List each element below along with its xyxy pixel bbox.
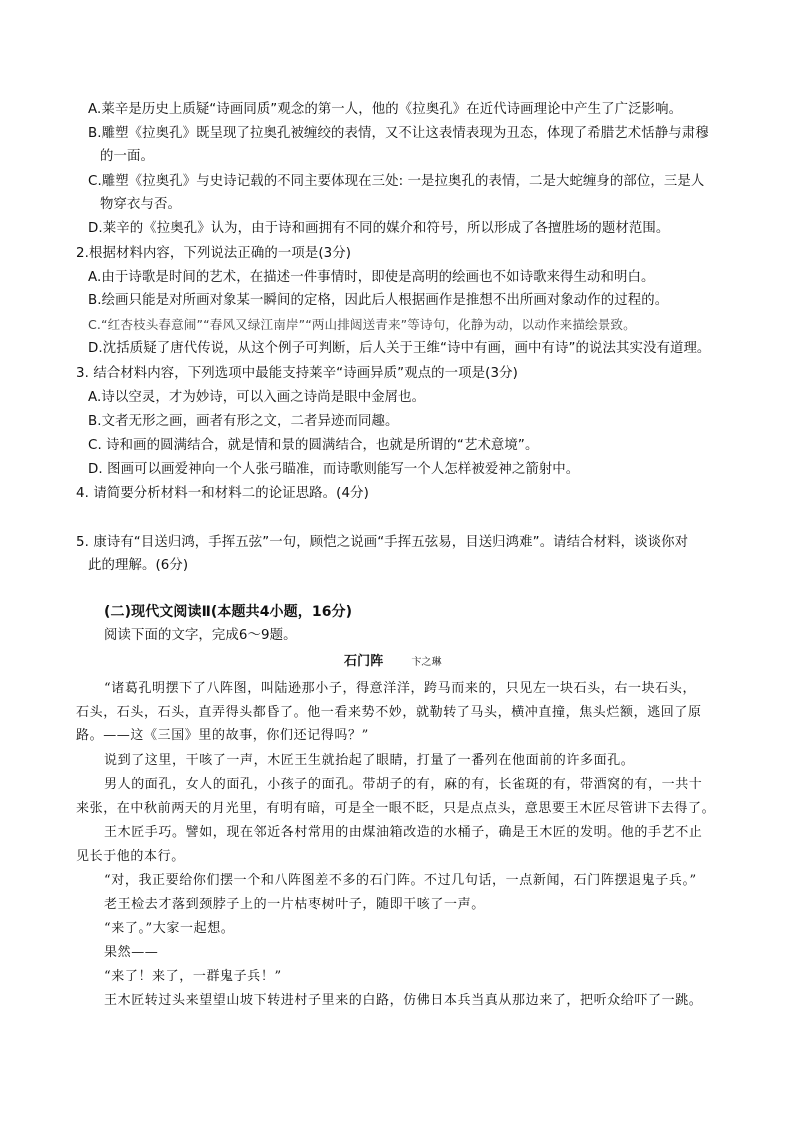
story-line: 石头，石头，石头，直弄得头都昏了。他一看来势不妙，就勒转了马头，横冲直撞，焦头烂额，逃回了原: [76, 705, 702, 720]
q5-stem-cont: 此的理解。(6分): [88, 558, 189, 573]
story-line: “对，我正要给你们摆一个和八阵图差不多的石门阵。不过几句话，一点新闻，石门阵摆退鬼子兵。”: [104, 873, 697, 888]
story-line: 路。——这《三国》里的故事，你们还记得吗？”: [76, 728, 369, 743]
story-line: 男人的面孔，女人的面孔，小孩子的面孔。带胡子的有，麻的有，长雀斑的有，带酒窝的有，一共十: [104, 777, 703, 792]
story-line: 王木匠转过头来望望山坡下转进村子里来的白路，仿佛日本兵当真从那边来了，把听众给吓了一跳。: [104, 993, 703, 1008]
section-instruction: 阅读下面的文字，完成6～9题。: [104, 628, 297, 643]
q2-option-c: C.“红杏枝头春意闹”“春风又绿江南岸”“两山排闼送青来”等诗句，化静为动，以动作来描绘景致。: [88, 317, 636, 332]
story-line: 王木匠手巧。譬如，现在邻近各村常用的由煤油箱改造的水桶子，确是王木匠的发明。他的手艺不止: [104, 825, 703, 840]
story-line: “来了。”大家一起想。: [104, 921, 235, 936]
q2-option-d: D.沈括质疑了唐代传说，从这个例子可判断，后人关于王维“诗中有画，画中有诗”的说法其实没有道理。: [88, 341, 711, 356]
q1-option-c-cont: 物穿衣与否。: [100, 197, 181, 212]
story-line: 见长于他的本行。: [76, 849, 185, 864]
q2-stem: 2.根据材料内容，下列说法正确的一项是(3分): [76, 246, 352, 261]
story-line: 果然——: [104, 945, 159, 960]
story-line: 说到了这里，干咳了一声，木匠王生就抬起了眼睛，打量了一番列在他面前的许多面孔。: [104, 753, 635, 768]
story-line: “诸葛孔明摆下了八阵图，叫陆逊那小子，得意洋洋，跨马而来的，只见左一块石头，右一块石头，: [104, 681, 697, 696]
story-title: 石门阵: [344, 654, 384, 669]
q2-option-b: B.绘画只能是对所画对象某一瞬间的定格，因此后人根据画作是推想不出所画对象动作的过程的。: [88, 293, 669, 308]
q2-option-a: A.由于诗歌是时间的艺术，在描述一件事情时，即使是高明的绘画也不如诗歌来得生动和明白。: [88, 270, 655, 285]
story-line: 老王检去才落到颈脖子上的一片枯枣树叶子，随即干咳了一声。: [104, 897, 485, 912]
q1-option-b: B.雕塑《拉奥孔》既呈现了拉奥孔被缠绞的表情，又不让这表情表现为丑态，体现了希腊艺术恬静与肃穆: [88, 126, 709, 141]
q1-option-d: D.莱辛的《拉奥孔》认为，由于诗和画拥有不同的媒介和符号，所以形成了各擅胜场的题材范围。: [88, 221, 670, 236]
q4-stem: 4. 请简要分析材料一和材料二的论证思路。(4分): [76, 486, 369, 501]
q1-option-b-cont: 的一面。: [100, 149, 154, 164]
q3-option-b: B.文者无形之画，画者有形之文，二者异迹而同趣。: [88, 414, 399, 429]
q3-option-c: C. 诗和画的圆满结合，就是情和景的圆满结合，也就是所谓的“艺术意境”。: [88, 438, 539, 453]
q3-option-d: D. 图画可以画爱神向一个人张弓瞄准，而诗歌则能写一个人怎样被爱神之箭射中。: [88, 462, 580, 477]
q1-option-a: A.莱辛是历史上质疑“诗画同质”观念的第一人，他的《拉奥孔》在近代诗画理论中产生了广泛影响。: [88, 102, 683, 117]
story-heading: [344, 653, 442, 672]
story-line: 来张，在中秋前两天的月光里，有明有暗，可是全一眼不眨，只是点点头，意思要王木匠尽管讲下去得了。: [76, 801, 716, 816]
q1-option-c: C.雕塑《拉奥孔》与史诗记载的不同主要体现在三处: 一是拉奥孔的表情，二是大蛇缠身的部位，三是人: [88, 174, 705, 189]
section-title: (二)现代文阅读Ⅱ(本题共4小题，16分): [104, 604, 353, 620]
q3-option-a: A.诗以空灵，才为妙诗，可以入画之诗尚是眼中金屑也。: [88, 390, 426, 405]
story-author: 卞之琳: [411, 657, 442, 668]
q5-stem: 5. 康诗有“目送归鸿，手挥五弦”一句，顾恺之说画“手挥五弦易，目送归鸿难”。请结合材料，谈谈你对: [76, 535, 689, 550]
story-line: “来了！来了，一群鬼子兵！”: [104, 969, 282, 984]
q3-stem: 3. 结合材料内容，下列选项中最能支持莱辛“诗画异质”观点的一项是(3分): [76, 366, 518, 381]
